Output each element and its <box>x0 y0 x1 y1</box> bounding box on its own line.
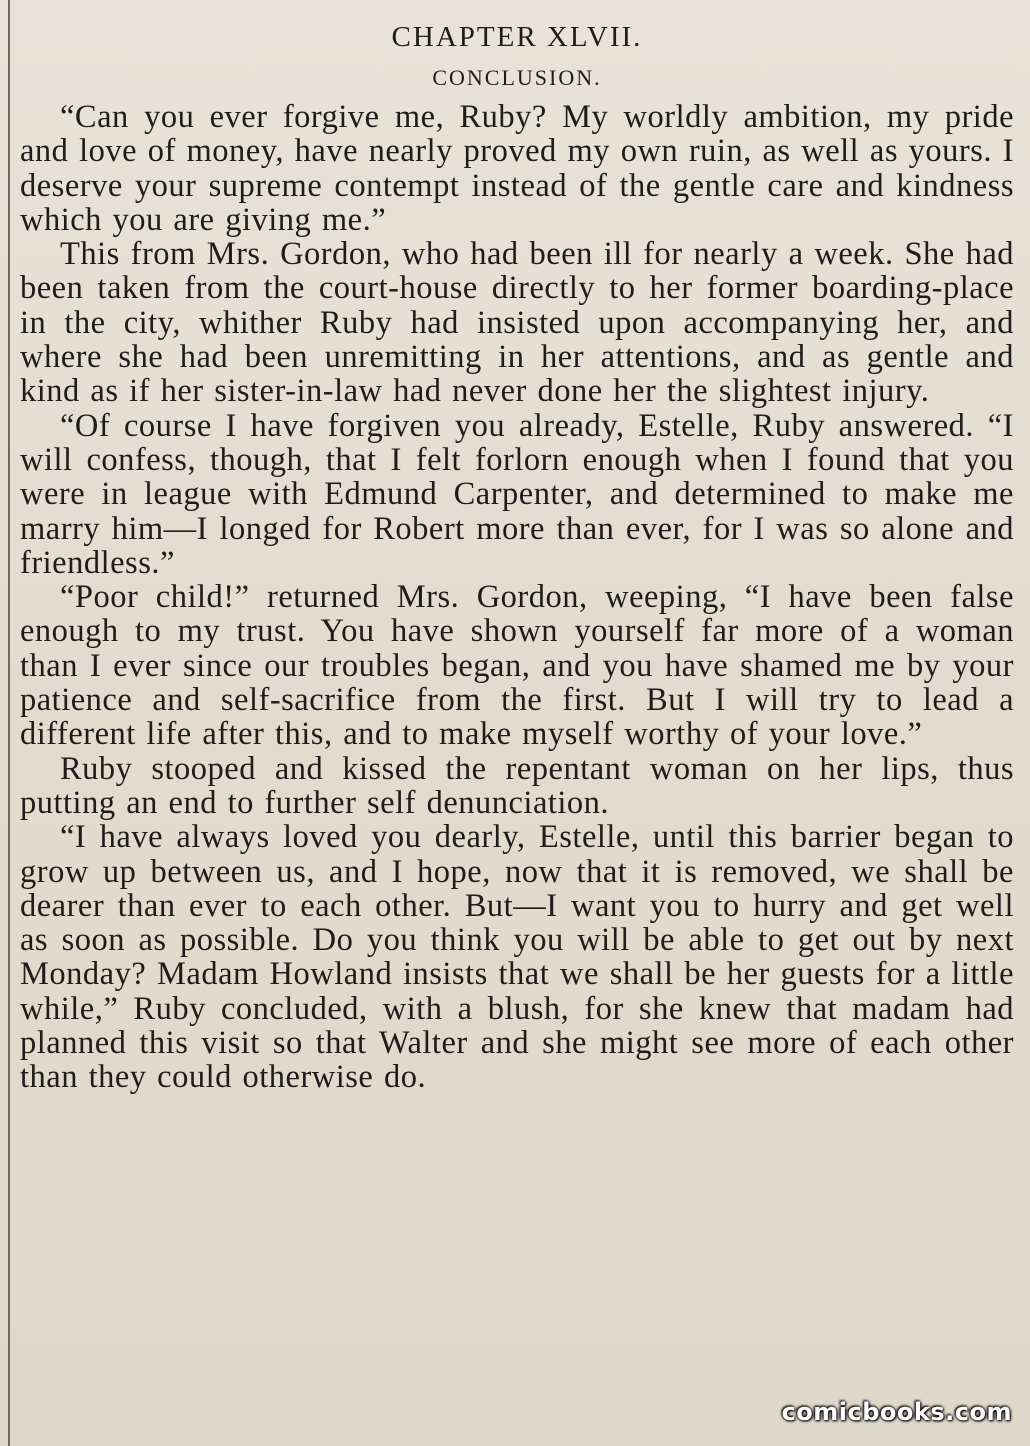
paragraph-6: “I have always loved you dearly, Estelle, until this barrier began to grow up between us, and I hope, now that it is removed, we shall be dearer than ever to each other. But—I want you to hurry and get well as soon as possible. Do you think you will be able to get out by next Monday? Madam Howland insists that we shall be her guests for a little while,” Ruby concluded, with a blush, for she knew that madam had planned this visit so that Walter and she might see more of each other than they could otherwise do. <box>20 819 1014 1096</box>
article <box>20 14 1014 1095</box>
column-rule <box>8 0 10 1446</box>
chapter-subtitle: CONCLUSION. <box>432 65 602 90</box>
paragraph-3: “Of course I have forgiven you already, Estelle, Ruby answered. “I will confess, though, that I felt forlorn enough when I found that you were in league with Edmund Carpenter, and determined to make me marry him—I longed for Robert more than ever, for I was so alone and friendless.” <box>20 407 1014 581</box>
watermark: comicbooks.com <box>781 1398 1012 1426</box>
paragraph-5: Ruby stooped and kissed the repentant woman on her lips, thus putting an end to further self denunciation. <box>20 750 1014 821</box>
chapter-title: CHAPTER XLVII. <box>391 21 643 53</box>
paragraph-1: “Can you ever forgive me, Ruby? My worldly ambition, my pride and love of money, have nearly proved my own ruin, as well as yours. I deserve your supreme contempt instead of the gentle care and kindness which you are giving me.” <box>20 99 1014 238</box>
paragraph-4: “Poor child!” returned Mrs. Gordon, weeping, “I have been false enough to my trust. You have shown yourself far more of a woman than I ever since our troubles began, and you have shamed me by your patience and self-sacrifice from the first. But I will try to lead a different life after this, and to make myself worthy of your love.” <box>20 579 1014 753</box>
paragraph-2: This from Mrs. Gordon, who had been ill for nearly a week. She had been taken from the court-house directly to her former boarding-place in the city, whither Ruby had insisted upon accompanying her, and where she had been unremitting in her attentions, and as gentle and kind as if her sister-in-law had never done her the slightest injury. <box>20 236 1014 410</box>
